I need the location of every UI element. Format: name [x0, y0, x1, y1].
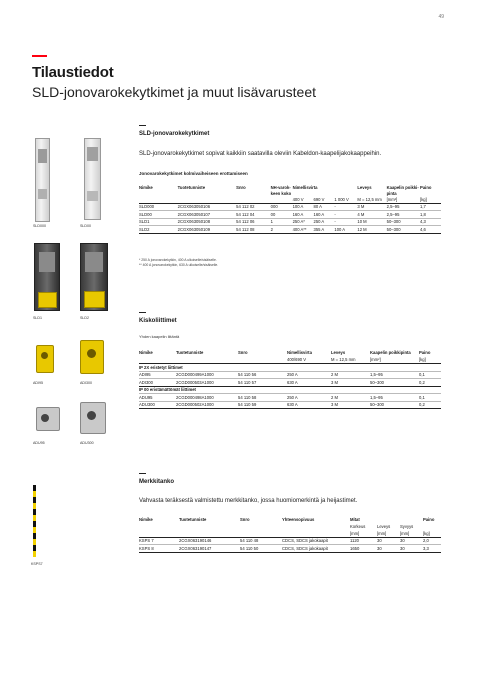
adu95-image: [36, 407, 60, 431]
cell: 3,3: [423, 545, 441, 553]
kisko-table: [139, 350, 441, 409]
unit-mm: [mm]: [400, 530, 423, 537]
dim-syvyys: Syvyys: [400, 524, 414, 530]
unit-m: M = 12,5 mm: [357, 196, 386, 203]
unit-kg: [kg]: [419, 357, 426, 363]
adu300-image: [80, 402, 106, 434]
cell: 54 110 50: [240, 545, 282, 553]
cell: 250 A*: [293, 218, 314, 226]
kisko-table-units: [139, 357, 441, 364]
page-number: 49: [438, 14, 444, 20]
cell: 54 110 48: [240, 538, 259, 544]
merkki-section-title: Merkkitanko: [139, 479, 175, 485]
unit-kg: [kg]: [423, 530, 441, 537]
dim-korkeus: Korkeus: [350, 524, 366, 530]
ksps7-caption: KSPS7: [31, 562, 43, 566]
cell: 50–300: [370, 379, 419, 387]
table-row: [139, 401, 441, 409]
col-nimike: Nimike: [139, 185, 153, 190]
col-leveys: Leveys: [331, 350, 346, 355]
sld2-image: [80, 243, 108, 311]
cell: 10 M: [357, 218, 386, 226]
unit-690v: 690 V: [313, 196, 334, 203]
sld00-image: [84, 138, 101, 220]
col-nimellisvirta: Nimellisvirta: [287, 350, 312, 355]
unit-kg: [kg]: [420, 196, 441, 203]
cell: 2CGX063050106: [177, 204, 211, 210]
cell: 250 A: [313, 218, 334, 226]
sld2-caption: SLD2: [80, 316, 89, 320]
cell: 2CGD000502A1000: [176, 401, 238, 409]
cell: 2CGD000498A1000: [176, 394, 238, 402]
cell: 2CGX063050108: [178, 218, 237, 226]
cell: 1,5–95: [370, 371, 419, 379]
cell: 54 112 06: [236, 218, 270, 226]
cell: 12 M: [357, 226, 386, 234]
cell: 0,2: [419, 401, 441, 409]
col-snro: Snro: [240, 517, 250, 522]
cell: 54 110 57: [238, 379, 287, 387]
col-tuotetunniste: Tuotetunniste: [179, 517, 207, 522]
cell: -: [334, 218, 357, 226]
sld-table-title: Jonovarokekytkimet kolmivaiheiseen erottamiseen: [139, 171, 248, 176]
adi95-caption: ADI95: [33, 381, 43, 385]
cell: ADU95: [139, 394, 176, 402]
cell: 1,7: [420, 204, 426, 210]
table-row: [139, 371, 441, 379]
unit-mm: [mm]: [350, 530, 377, 537]
table-row: [139, 203, 441, 211]
table-row: [139, 545, 441, 553]
adi95-image: [36, 345, 54, 373]
cell: 2CGD000499A1000: [176, 371, 238, 379]
merkki-table: [139, 517, 441, 553]
cell: 2,5–95: [386, 204, 400, 210]
col-nimike: Nimike: [139, 350, 153, 355]
cell: 54 112 08: [236, 226, 270, 234]
sld000-image: [35, 138, 50, 222]
sld-table-header: [139, 185, 441, 196]
cell: 2CGX063190147: [179, 545, 240, 553]
ksps7-image: [33, 485, 36, 557]
col-snro: Snro: [238, 350, 248, 355]
cell: 54 110 59: [238, 401, 287, 409]
footnote: ** 400 A jonovarokekytkin, 630 A ulkoiselle/sisäiselle.: [139, 263, 219, 267]
group-heading: [139, 386, 441, 394]
cell: 50–300: [370, 401, 419, 409]
col-kaapelin: Kaapelin poikki-pinta: [386, 185, 419, 196]
col-tuotetunniste: Tuotetunniste: [176, 350, 204, 355]
cell: 80 A: [313, 204, 322, 210]
cell: SLD00: [139, 211, 178, 219]
cell: 160 A: [313, 211, 334, 219]
col-tuotetunniste: Tuotetunniste: [177, 185, 206, 190]
cell: 3 M: [357, 204, 365, 210]
cell: 54 110 58: [238, 394, 287, 402]
table-row: [139, 379, 441, 387]
sld-table-units: [139, 196, 441, 203]
group-heading: [139, 364, 441, 372]
kisko-section-marker: [139, 312, 146, 313]
cell: 54 110 56: [238, 371, 287, 379]
cell: 2CGD000503A1000: [176, 379, 238, 387]
sld1-caption: SLD1: [33, 316, 42, 320]
cell: 2CGX063050107: [178, 211, 237, 219]
cell: CDCS, SDCS jakokaapit: [282, 545, 350, 553]
cell: 160 A: [293, 211, 314, 219]
cell: 0,2: [419, 379, 441, 387]
cell: 1,5–95: [370, 394, 419, 402]
group-label: IP 2X eristetyt liittimet: [139, 364, 441, 372]
merkki-description: Vahvasta teräksestä valmistettu merkkitanko, jossa huomiomerkintä ja heijastimet.: [139, 498, 358, 504]
col-nimellisvirta: Nimellisvirta: [292, 185, 318, 190]
group-label: IP 00 eristämättömät liittimet: [139, 386, 441, 394]
cell: KSPS 8: [139, 545, 179, 553]
unit-mm2: [mm²]: [370, 357, 381, 363]
cell: SLD000: [139, 204, 155, 210]
col-paino: Paino: [423, 517, 435, 522]
unit-mm: [mm]: [377, 530, 400, 537]
table-row: [139, 226, 441, 234]
cell: 2CGX063190146: [179, 538, 212, 544]
col-snro: Snro: [236, 185, 246, 190]
cell: 1120: [350, 538, 360, 544]
cell: 54 112 02: [236, 204, 255, 210]
cell: 1: [271, 218, 293, 226]
cell: 3 M: [331, 401, 370, 409]
merkki-table-units: [139, 530, 441, 537]
cell: 30: [377, 545, 400, 553]
kisko-section-title: Kiskoliittimet: [139, 318, 177, 324]
cell: 50–300: [387, 218, 420, 226]
col-nimike: Nimike: [139, 517, 153, 522]
cell: 00: [271, 211, 293, 219]
sld1-image: [34, 243, 60, 311]
cell: 2 M: [331, 394, 370, 402]
cell: -: [334, 204, 336, 210]
cell: 000: [270, 204, 278, 210]
title-accent-bar: [32, 55, 47, 57]
cell: SLD2: [139, 226, 178, 234]
cell: ADI95: [139, 371, 176, 379]
unit-1000v: 1 000 V: [334, 196, 357, 203]
cell: 630 A: [287, 401, 331, 409]
cell: 2,5–95: [387, 211, 420, 219]
adi300-caption: ADI300: [80, 381, 92, 385]
adu95-caption: ADU95: [33, 441, 45, 445]
cell: 400 A**: [293, 226, 314, 234]
col-yhteensopivuus: Yhteensopivuus: [282, 517, 315, 522]
cell: 4 M: [357, 211, 386, 219]
cell: 3 M: [331, 379, 370, 387]
cell: 0,1: [419, 394, 441, 402]
cell: 2CGX063050109: [178, 226, 237, 234]
dim-leveys: Leveys: [377, 524, 391, 530]
cell: 100 A: [292, 204, 304, 210]
cell: KSPS 7: [139, 538, 154, 544]
unit-400v: 400 V: [293, 196, 314, 203]
sld00-caption: SLD00: [80, 224, 91, 228]
cell: 4,3: [420, 218, 441, 226]
cell: 54 112 04: [236, 211, 270, 219]
col-leveys: Leveys: [357, 185, 372, 190]
merkki-section-marker: [139, 473, 146, 474]
sld-footnotes: [139, 258, 218, 268]
sld-section-marker: [139, 125, 146, 126]
cell: CDCS, SDCS jakokaapit: [282, 538, 328, 544]
cell: 30: [400, 538, 405, 544]
cell: 1650: [350, 545, 377, 553]
footnote: * 250 A jonovarokekytkin, 400 A ulkoiselle/sisäiselle.: [139, 258, 217, 262]
table-row: [139, 537, 441, 545]
cell: ADU300: [139, 401, 176, 409]
col-paino: Paino: [420, 185, 432, 190]
adu300-caption: ADU300: [80, 441, 94, 445]
cell: 50–300: [387, 226, 420, 234]
col-mitat: Mitat: [350, 517, 360, 522]
cell: ADI300: [139, 379, 176, 387]
cell: 2,0: [423, 538, 429, 544]
kisko-subtitle: Yhden kaapelin liitäntä: [139, 334, 180, 339]
unit-mm2: [mm²]: [387, 196, 420, 203]
table-row: [139, 211, 441, 219]
sld-table: [139, 185, 441, 234]
cell: 630 A: [287, 379, 331, 387]
cell: 4,6: [420, 226, 441, 234]
sld000-caption: SLD000: [33, 224, 46, 228]
cell: 250 A: [287, 371, 331, 379]
cell: 2: [271, 226, 293, 234]
cell: 30: [377, 538, 382, 544]
cell: 100 A: [334, 226, 357, 234]
page-subtitle: SLD-jonovarokekytkimet ja muut lisävarusteet: [32, 84, 317, 100]
col-paino: Paino: [419, 350, 431, 355]
cell: 0,1: [419, 371, 441, 379]
sld-description: SLD-jonovarokekytkimet sopivat kaikkiin saatavilla oleviin Kabeldon-kaapelijakokaappeihin.: [139, 151, 382, 157]
cell: 355 A: [313, 226, 334, 234]
table-row: [139, 218, 441, 226]
cell: 1,8: [420, 211, 441, 219]
cell: -: [334, 211, 357, 219]
adi300-image: [80, 340, 104, 374]
cell: SLD1: [139, 218, 178, 226]
unit-m: M = 12,5 mm: [331, 357, 356, 363]
col-nh-koko: NH-varok-keen koko: [270, 185, 292, 196]
cell: 2 M: [331, 371, 370, 379]
table-row: [139, 394, 441, 402]
cell: 250 A: [287, 394, 331, 402]
col-kaapelin: Kaapelin poikkipinta: [370, 350, 411, 355]
unit-voltage: 400/690 V: [287, 357, 307, 363]
cell: 30: [400, 545, 423, 553]
sld-section-title: SLD-jonovarokekytkimet: [139, 131, 210, 137]
page-title: Tilaustiedot: [32, 64, 114, 81]
